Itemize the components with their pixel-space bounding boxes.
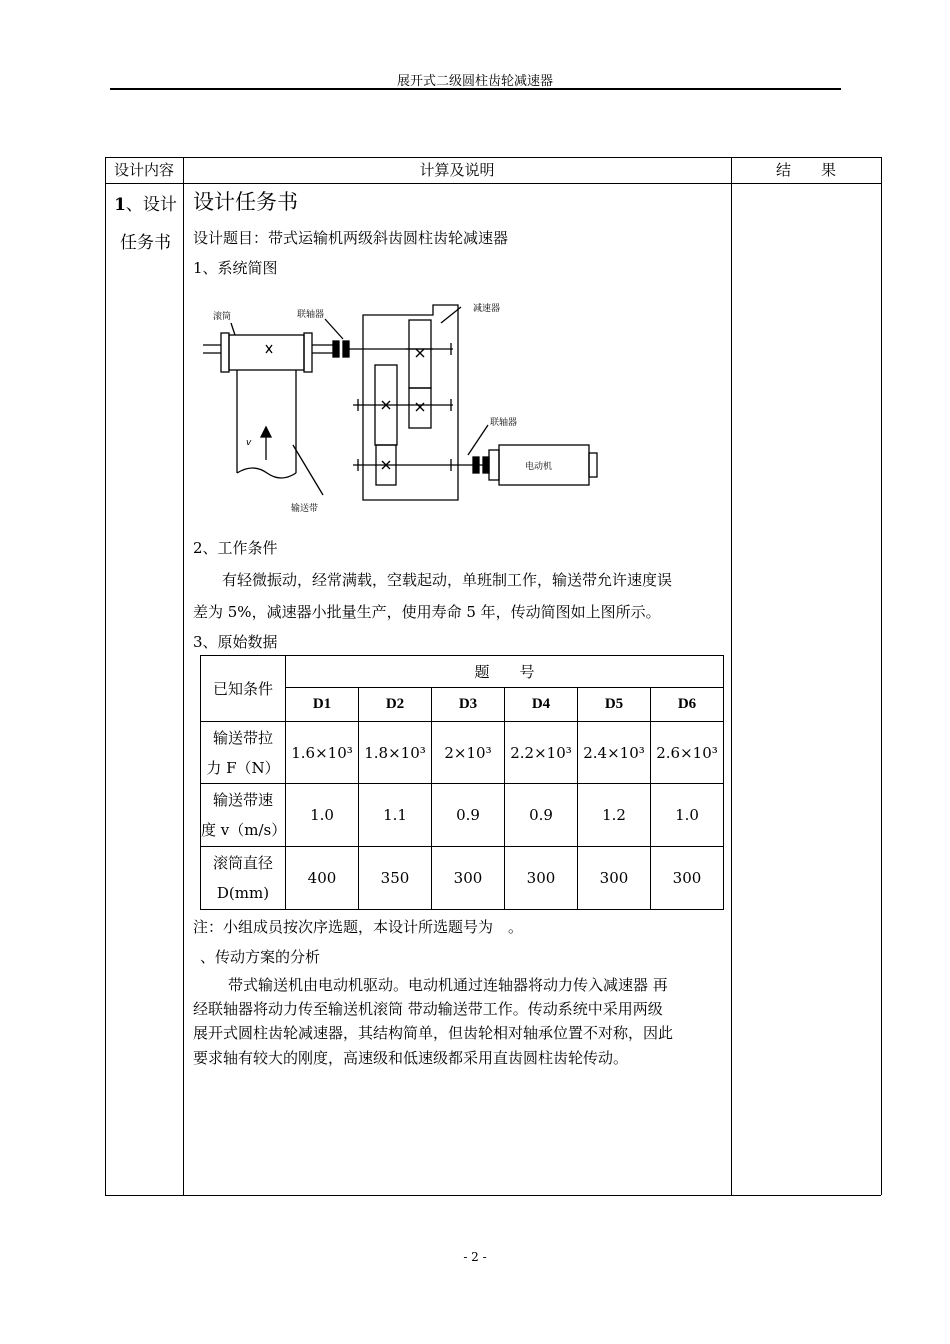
design-subject: 设计题目：带式运输机两级斜齿圆柱齿轮减速器	[193, 229, 509, 247]
table-cell: 2.4×10³	[578, 722, 651, 784]
subsection-raw-data: 3、原始数据	[193, 633, 278, 651]
label-coupling-1: 联轴器	[297, 310, 325, 320]
subsection-system-diagram: 1、系统简图	[193, 259, 278, 277]
label-belt: 输送带	[291, 504, 319, 514]
raw-data-table	[200, 655, 724, 910]
table-row	[201, 847, 724, 910]
table-cell: 300	[505, 847, 578, 910]
topic-id: D2	[359, 688, 432, 722]
row-label-force	[201, 722, 286, 784]
known-conditions-header: 已知条件	[201, 656, 286, 722]
page-number: - 2 -	[463, 1250, 487, 1264]
col-header-result: 结 果	[775, 161, 836, 179]
header-title: 展开式二级圆柱齿轮减速器	[396, 74, 553, 89]
analysis-line-2: 经联轴器将动力传至输送机滚筒 带动输送带工作。传动系统中采用两级	[193, 1000, 663, 1018]
topic-number-header: 题 号	[286, 656, 724, 688]
row-label-line: D(mm)	[216, 884, 270, 902]
label-coupling-2: 联轴器	[490, 418, 518, 428]
table-cell: 1.6×10³	[286, 722, 359, 784]
left-section-number: 1	[114, 195, 126, 215]
analysis-line-1: 带式输送机由电动机驱动。电动机通过连轴器将动力传入减速器 再	[228, 976, 668, 994]
table-left-border	[105, 157, 106, 1195]
table-cell: 300	[432, 847, 505, 910]
analysis-line-3: 展开式圆柱齿轮减速器，其结构简单，但齿轮相对轴承位置不对称，因此	[193, 1024, 674, 1042]
analysis-line-4: 要求轴有较大的刚度，高速级和低速级都采用直齿圆柱齿轮传动。	[193, 1049, 629, 1067]
row-label-line: 滚筒直径	[212, 854, 273, 872]
row-label-line: 度 v（m/s）	[201, 821, 287, 839]
system-diagram	[193, 295, 613, 520]
table-cell: 2.6×10³	[651, 722, 724, 784]
table-right-border	[881, 157, 882, 1195]
table-row	[201, 656, 724, 688]
label-velocity: v	[246, 438, 252, 448]
subsection-scheme-analysis: 、传动方案的分析	[200, 948, 321, 966]
topic-id: D1	[286, 688, 359, 722]
table-cell: 0.9	[505, 784, 578, 847]
table-cell: 2×10³	[432, 722, 505, 784]
work-conditions-line-2: 差为 5%，减速器小批量生产，使用寿命 5 年，传动简图如上图所示。	[193, 603, 661, 621]
col-header-calc: 计算及说明	[419, 161, 495, 179]
table-cell: 0.9	[432, 784, 505, 847]
label-reducer: 减速器	[473, 304, 501, 314]
table-cell: 1.0	[286, 784, 359, 847]
row-label-line: 力 F（N）	[206, 758, 280, 777]
work-conditions-line-1: 有轻微振动，经常满载，空载起动，单班制工作，输送带允许速度误	[222, 571, 673, 589]
topic-id: D3	[432, 688, 505, 722]
section-title: 设计任务书	[193, 190, 298, 214]
table-cell: 2.2×10³	[505, 722, 578, 784]
label-drum: 滚筒	[213, 312, 232, 322]
col-header-design: 设计内容	[113, 161, 174, 179]
table-divider-1	[183, 157, 184, 1195]
table-cell: 350	[359, 847, 432, 910]
header-rule	[110, 88, 841, 90]
row-label-speed	[201, 784, 286, 847]
label-motor: 电动机	[525, 462, 553, 472]
row-label-diameter	[201, 847, 286, 910]
table-divider-2	[731, 157, 732, 1195]
table-header-border	[105, 183, 881, 184]
topic-id: D4	[505, 688, 578, 722]
table-row	[201, 722, 724, 784]
table-cell: 1.1	[359, 784, 432, 847]
table-bottom-border	[105, 1195, 881, 1196]
table-cell: 1.8×10³	[359, 722, 432, 784]
subsection-work-conditions: 2、工作条件	[193, 539, 278, 557]
table-row	[201, 784, 724, 847]
selection-note: 注：小组成员按次序选题，本设计所选题号为 。	[193, 918, 524, 936]
row-label-line: 输送带拉	[212, 728, 273, 747]
table-cell: 1.2	[578, 784, 651, 847]
left-section-title	[108, 186, 183, 262]
topic-id: D6	[651, 688, 724, 722]
left-section-line2: 任务书	[120, 233, 171, 253]
table-cell: 300	[578, 847, 651, 910]
table-cell: 300	[651, 847, 724, 910]
table-cell: 400	[286, 847, 359, 910]
topic-id: D5	[578, 688, 651, 722]
reducer-housing	[363, 305, 458, 500]
table-cell: 1.0	[651, 784, 724, 847]
left-section-line1: 、设计	[125, 195, 177, 215]
row-label-line: 输送带速	[212, 791, 273, 809]
